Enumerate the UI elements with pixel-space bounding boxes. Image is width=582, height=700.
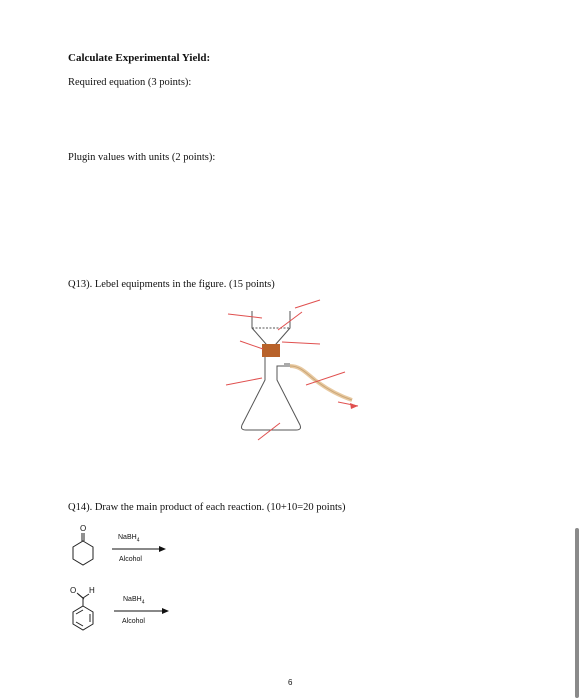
scrollbar[interactable] (572, 0, 582, 700)
required-equation-prompt: Required equation (3 points): (68, 77, 192, 88)
reagent-label-1: NaBH$_4$ (118, 534, 140, 544)
q14-question: Q14). Draw the main product of each reaction. (10+10=20 points) (68, 502, 346, 513)
plugin-values-prompt: Plugin values with units (2 points): (68, 152, 216, 163)
page-number: 6 (288, 678, 293, 687)
oxygen-label-2: O (70, 586, 77, 595)
scrollbar-thumb[interactable] (575, 528, 579, 698)
solvent-label-1: Alcohol (119, 556, 142, 563)
solvent-label-2: Alcohol (122, 618, 145, 625)
reagent-label-2: NaBH$_4$ (123, 596, 145, 606)
oxygen-label-1: O (80, 524, 87, 533)
q13-question: Q13). Lebel equipments in the figure. (15 points) (68, 279, 275, 290)
yield-heading: Calculate Experimental Yield: (68, 52, 211, 64)
hydrogen-label: H (89, 586, 95, 595)
